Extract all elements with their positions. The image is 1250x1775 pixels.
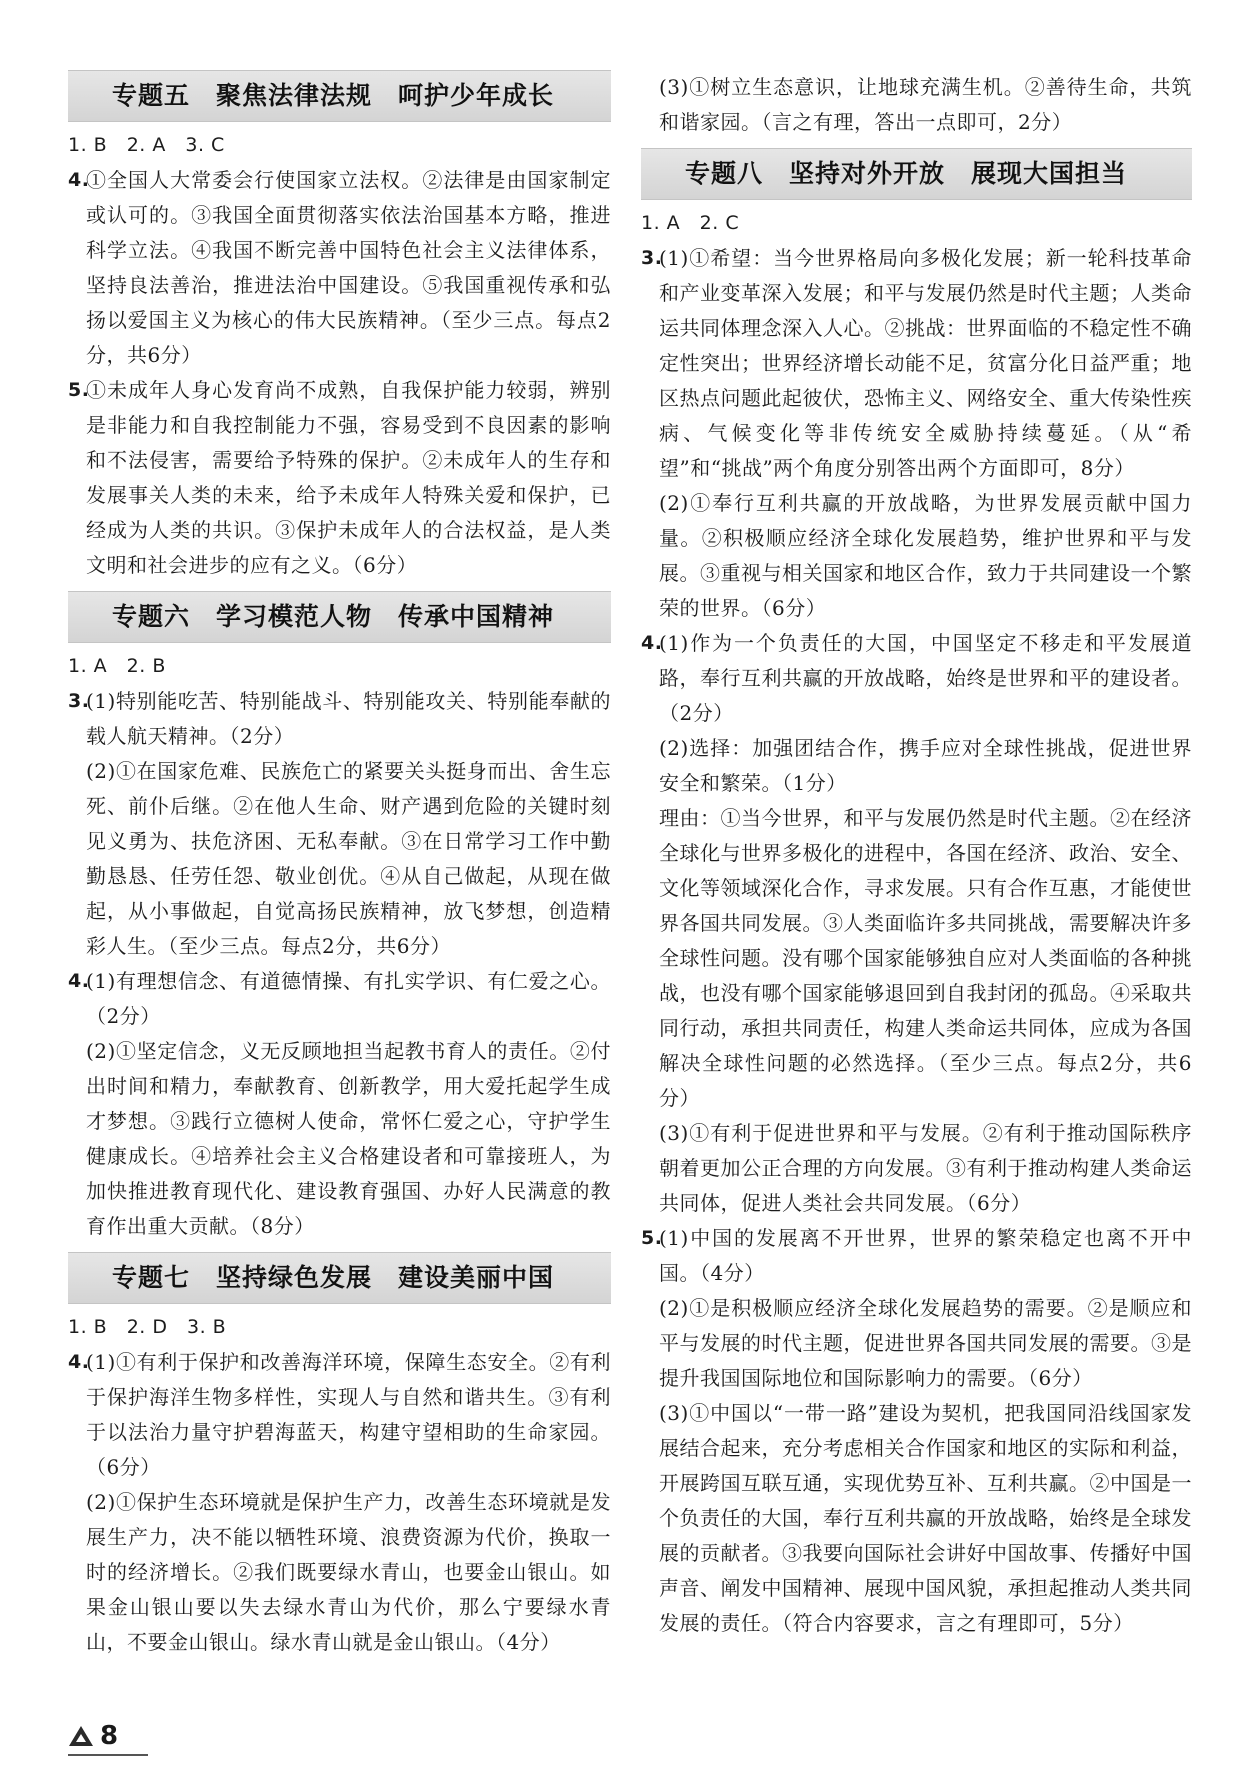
answer-text: 理由：①当今世界，和平与发展仍然是时代主题。②在经济全球化与世界多极化的进程中，各国在经济、政治、安全、文化等领域深化合作，寻求发展。只有合作互惠，才能使世界各国共同发展。③人类面临许多共同挑战，需要解决许多全球性问题。没有哪个国家能够独自应对人类面临的各种挑战，也没有哪个国家能够退回到自我封闭的孤岛。④采取共同行动，承担共同责任，构建人类命运共同体，应成为各国解决全球性问题的必然选择。（至少三点。每点2分，共6分） — [659, 806, 1192, 1110]
section-title-7: 专题七 坚持绿色发展 建设美丽中国 — [68, 1252, 611, 1304]
answer-text: (2)①保护生态环境就是保护生产力，改善生态环境就是发展生产力，决不能以牺牲环境、浪费资源为代价，换取一时的经济增长。②我们既要绿水青山，也要金山银山。如果金山银山要以失去绿水青山为代价，那么宁要绿水青山，不要金山银山。绿水青山就是金山银山。（4分） — [86, 1490, 611, 1654]
answer-text: (2)①是积极顺应经济全球化发展趋势的需要。②是顺应和平与发展的时代主题，促进世界各国共同发展的需要。③是提升我国国际地位和国际影响力的需要。（6分） — [659, 1296, 1192, 1390]
answer-item — [641, 626, 1192, 731]
left-column — [68, 70, 611, 1660]
section-title-6: 专题六 学习模范人物 传承中国精神 — [68, 591, 611, 643]
answer-text: (1)作为一个负责任的大国，中国坚定不移走和平发展道路，奉行互利共赢的开放战略，始终是世界和平的建设者。（2分） — [659, 631, 1192, 725]
answer-item — [68, 964, 611, 1034]
answer-item — [68, 684, 611, 754]
section-title-8: 专题八 坚持对外开放 展现大国担当 — [641, 148, 1192, 200]
answer-text: (1)①希望：当今世界格局向多极化发展；新一轮科技革命和产业变革深入发展；和平与发展仍然是时代主题；人类命运共同体理念深入人心。②挑战：世界面临的不稳定性不确定性突出；世界经济增长动能不足，贫富分化日益严重；地区热点问题此起彼伏，恐怖主义、网络安全、重大传染性疾病、气候变化等非传统安全威胁持续蔓延。（从“希望”和“挑战”两个角度分别答出两个方面即可，8分） — [659, 246, 1192, 480]
answer-item — [641, 1221, 1192, 1291]
answer-text: (1)有理想信念、有道德情操、有扎实学识、有仁爱之心。（2分） — [86, 969, 611, 1028]
question-number: 4. — [68, 169, 90, 191]
multiple-choice-answers: 1. A 2. C — [641, 212, 740, 234]
answer-text: ①全国人大常委会行使国家立法权。②法律是由国家制定或认可的。③我国全面贯彻落实依法治国基本方略，推进科学立法。④我国不断完善中国特色社会主义法律体系，坚持良法善治，推进法治中国建设。⑤我国重视传承和弘扬以爱国主义为核心的伟大民族精神。（至少三点。每点2分，共6分） — [86, 168, 611, 367]
question-number: 3. — [641, 247, 663, 269]
answer-item — [68, 1345, 611, 1485]
multiple-choice-answers: 1. B 2. D 3. B — [68, 1316, 227, 1338]
answer-item — [641, 241, 1192, 486]
question-number: 3. — [68, 690, 90, 712]
answer-text: ①未成年人身心发育尚不成熟，自我保护能力较弱，辨别是非能力和自我控制能力不强，容易受到不良因素的影响和不法侵害，需要给予特殊的保护。②未成年人的生存和发展事关人类的未来，给予未成年人特殊关爱和保护，已经成为人类的共识。③保护未成年人的合法权益，是人类文明和社会进步的应有之义。（6分） — [86, 378, 611, 577]
answer-text: (3)①中国以“一带一路”建设为契机，把我国同沿线国家发展结合起来，充分考虑相关合作国家和地区的实际和利益，开展跨国互联互通，实现优势互补、互利共赢。②中国是一个负责任的大国，奉行互利共赢的开放战略，始终是全球发展的贡献者。③我要向国际社会讲好中国故事、传播好中国声音、阐发中国精神、展现中国风貌，承担起推动人类共同发展的责任。（符合内容要求，言之有理即可，5分） — [659, 1401, 1192, 1635]
right-column — [641, 70, 1192, 1641]
answer-text: (2)①在国家危难、民族危亡的紧要关头挺身而出、舍生忘死、前仆后继。②在他人生命、财产遇到危险的关键时刻见义勇为、扶危济困、无私奉献。③在日常学习工作中勤勤恳恳、任劳任怨、敬业创优。④从自己做起，从现在做起，从小事做起，自觉高扬民族精神，放飞梦想，创造精彩人生。（至少三点。每点2分，共6分） — [86, 759, 611, 958]
answer-text: (3)①有利于促进世界和平与发展。②有利于推动国际秩序朝着更加公正合理的方向发展。③有利于推动构建人类命运共同体，促进人类社会共同发展。（6分） — [659, 1121, 1192, 1215]
answer-text: (1)特别能吃苦、特别能战斗、特别能攻关、特别能奉献的载人航天精神。（2分） — [86, 689, 611, 748]
footer-divider — [68, 1754, 148, 1756]
question-number: 5. — [641, 1227, 663, 1249]
page-number: 8 — [100, 1721, 119, 1751]
question-number: 4. — [641, 632, 663, 654]
answer-text: (3)①树立生态意识，让地球充满生机。②善待生命，共筑和谐家园。（言之有理，答出一点即可，2分） — [659, 75, 1192, 134]
answer-text: (2)①坚定信念，义无反顾地担当起教书育人的责任。②付出时间和精力，奉献教育、创新教学，用大爱托起学生成才梦想。③践行立德树人使命，常怀仁爱之心，守护学生健康成长。④培养社会主义合格建设者和可靠接班人，为加快推进教育现代化、建设教育强国、办好人民满意的教育作出重大贡献。（8分） — [86, 1039, 611, 1238]
answer-text: (1)中国的发展离不开世界，世界的繁荣稳定也离不开中国。（4分） — [659, 1226, 1192, 1285]
answer-item — [68, 373, 611, 583]
answer-text: (1)①有利于保护和改善海洋环境，保障生态安全。②有利于保护海洋生物多样性，实现人与自然和谐共生。③有利于以法治力量守护碧海蓝天，构建守望相助的生命家园。（6分） — [86, 1350, 611, 1479]
answer-text: (2)选择：加强团结合作，携手应对全球性挑战，促进世界安全和繁荣。（1分） — [659, 736, 1192, 795]
question-number: 4. — [68, 970, 90, 992]
multiple-choice-answers: 1. B 2. A 3. C — [68, 134, 225, 156]
multiple-choice-answers: 1. A 2. B — [68, 655, 166, 677]
section-title-5: 专题五 聚焦法律法规 呵护少年成长 — [68, 70, 611, 122]
answer-item — [68, 163, 611, 373]
question-number: 4. — [68, 1351, 90, 1373]
answer-text: (2)①奉行互利共赢的开放战略，为世界发展贡献中国力量。②积极顺应经济全球化发展趋势，维护世界和平与发展。③重视与相关国家和地区合作，致力于共同建设一个繁荣的世界。（6分） — [659, 491, 1192, 620]
page-footer — [68, 1718, 118, 1754]
question-number: 5. — [68, 379, 90, 401]
triangle-logo-icon — [68, 1725, 94, 1747]
